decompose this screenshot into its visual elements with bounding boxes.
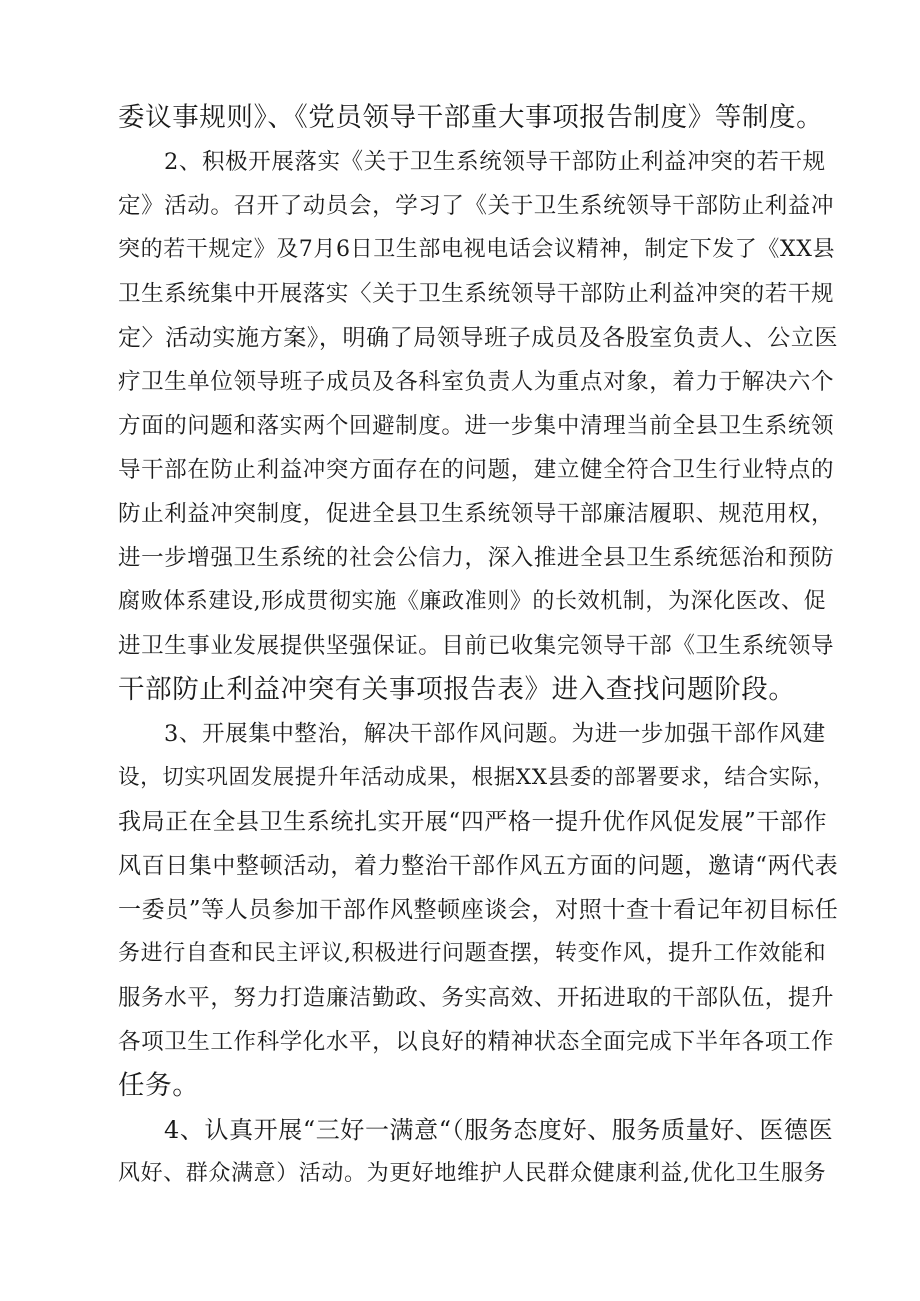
text-line: 任务。 — [118, 1070, 200, 1101]
text-line: 我局正在全县卫生系统扎实开展“四严格一提升优作风促发展”干部作 — [118, 809, 828, 835]
text-line: 各项卫生工作科学化水平，以良好的精神状态全面完成下半年各项工作 — [118, 1029, 835, 1055]
paragraph-start: 4、认真开展“三好一满意“（服务态度好、服务质量好、医德医 — [164, 1116, 834, 1144]
text-line: 委议事规则》、《党员领导干部重大事项报告制度》等制度。 — [118, 102, 824, 133]
text-line: 定〉活动实施方案》，明确了局领导班子成员及各股室负责人、公立医 — [118, 325, 839, 351]
paragraph-start: 3、开展集中整治，解决干部作风问题。为进一步加强干部作风建 — [164, 721, 826, 747]
text-line: 方面的问题和落实两个回避制度。进一步集中清理当前全县卫生系统领 — [118, 413, 835, 439]
text-line: 进一步增强卫生系统的社会公信力，深入推进全县卫生系统惩治和预防 — [118, 545, 835, 571]
text-line: 定》活动。召开了动员会，学习了《关于卫生系统领导干部防止利益冲 — [118, 193, 835, 219]
text-line: 服务水平，努力打造廉洁勤政、务实高效、开拓进取的干部队伍，提升 — [118, 985, 835, 1011]
text-line: 突的若干规定》及7月6日卫生部电视电话会议精神，制定下发了《XX县 — [118, 237, 836, 262]
text-line: 设，切实巩固发展提升年活动成果，根据XX县委的部署要求，结合实际， — [118, 765, 835, 790]
text-line: 务进行自查和民主评议,积极进行问题查摆，转变作风，提升工作效能和 — [118, 941, 827, 966]
text-line: 卫生系统集中开展落实〈关于卫生系统领导干部防止利益冲突的若干规 — [118, 281, 835, 307]
text-line: 风百日集中整顿活动，着力整治干部作风五方面的问题，邀请“两代表 — [118, 853, 839, 879]
text-line: 风好、群众满意）活动。为更好地维护人民群众健康利益,优化卫生服务 — [118, 1161, 827, 1186]
text-line: 进卫生事业发展提供坚强保证。目前已收集完领导干部《卫生系统领导 — [118, 633, 835, 659]
text-line: 疗卫生单位领导班子成员及各科室负责人为重点对象，着力于解决六个 — [118, 369, 835, 395]
text-line: 一委员”等人员参加干部作风整顿座谈会，对照十查十看记年初目标任 — [118, 897, 839, 923]
text-line: 腐败体系建设,形成贯彻实施《廉政准则》的长效机制，为深化医改、促 — [118, 589, 827, 614]
text-line: 干部防止利益冲突有关事项报告表》进入查找问题阶段。 — [118, 674, 796, 705]
text-line: 防止利益冲突制度，促进全县卫生系统领导干部廉洁履职、规范用权， — [118, 501, 835, 527]
text-line: 导干部在防止利益冲突方面存在的问题，建立健全符合卫生行业特点的 — [118, 457, 835, 483]
paragraph-start: 2、积极开展落实《关于卫生系统领导干部防止利益冲突的若干规 — [164, 149, 826, 175]
